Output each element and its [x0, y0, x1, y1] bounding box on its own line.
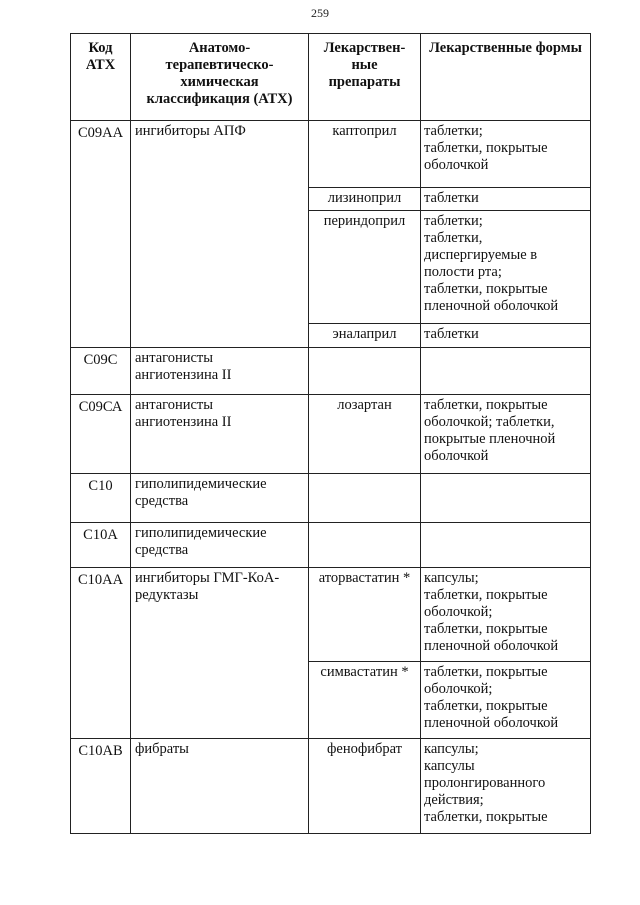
atc-class: гиполипидемические средства — [131, 474, 309, 523]
header-forms: Лекарственные формы — [421, 34, 591, 121]
drug-forms: таблетки, покрытые оболочкой; таблетки, покрытые пленочной оболочкой — [421, 395, 591, 474]
drug-forms-empty — [421, 523, 591, 568]
drug-forms: таблетки; таблетки, диспергируемые в полости рта; таблетки, покрытые пленочной оболочкой — [421, 211, 591, 324]
atc-class: антагонисты ангиотензина II — [131, 395, 309, 474]
atc-class: гиполипидемические средства — [131, 523, 309, 568]
drug-forms-empty — [421, 348, 591, 395]
atc-code: С10А — [71, 523, 131, 568]
drug-name: периндоприл — [309, 211, 421, 324]
drug-name-empty — [309, 474, 421, 523]
drug-name: симвастатин * — [309, 662, 421, 739]
atc-code: С10 — [71, 474, 131, 523]
drug-name: лизиноприл — [309, 188, 421, 211]
atc-code: С09АА — [71, 121, 131, 348]
atc-code: С09СА — [71, 395, 131, 474]
atc-table-container — [70, 33, 591, 834]
table-row — [71, 568, 591, 662]
drug-name: аторвастатин * — [309, 568, 421, 662]
header-code: Код АТХ — [71, 34, 131, 121]
header-classification: Анатомо- терапевтическо- химическая классификация (АТХ) — [131, 34, 309, 121]
table-row — [71, 474, 591, 523]
drug-forms: таблетки, покрытые оболочкой; таблетки, покрытые пленочной оболочкой — [421, 662, 591, 739]
drug-name: эналаприл — [309, 324, 421, 348]
drug-name: каптоприл — [309, 121, 421, 188]
table-header-row — [71, 34, 591, 121]
atc-class: фибраты — [131, 739, 309, 834]
table-row — [71, 395, 591, 474]
atc-class: антагонисты ангиотензина II — [131, 348, 309, 395]
drug-name-empty — [309, 348, 421, 395]
atc-code: С10АВ — [71, 739, 131, 834]
drug-forms-empty — [421, 474, 591, 523]
header-drugs: Лекарствен- ные препараты — [309, 34, 421, 121]
table-row — [71, 348, 591, 395]
drug-name-empty — [309, 523, 421, 568]
drug-name: лозартан — [309, 395, 421, 474]
atc-table — [70, 33, 591, 834]
atc-class: ингибиторы ГМГ-КоА- редуктазы — [131, 568, 309, 739]
atc-code: С09С — [71, 348, 131, 395]
atc-code: С10АА — [71, 568, 131, 739]
table-row — [71, 739, 591, 834]
drug-forms: капсулы; таблетки, покрытые оболочкой; таблетки, покрытые пленочной оболочкой — [421, 568, 591, 662]
table-row — [71, 523, 591, 568]
drug-forms: таблетки; таблетки, покрытые оболочкой — [421, 121, 591, 188]
table-row — [71, 121, 591, 188]
drug-forms: таблетки — [421, 324, 591, 348]
drug-forms: капсулы; капсулы пролонгированного действия; таблетки, покрытые — [421, 739, 591, 834]
drug-forms: таблетки — [421, 188, 591, 211]
atc-class: ингибиторы АПФ — [131, 121, 309, 348]
page-number: 259 — [311, 6, 329, 20]
drug-name: фенофибрат — [309, 739, 421, 834]
